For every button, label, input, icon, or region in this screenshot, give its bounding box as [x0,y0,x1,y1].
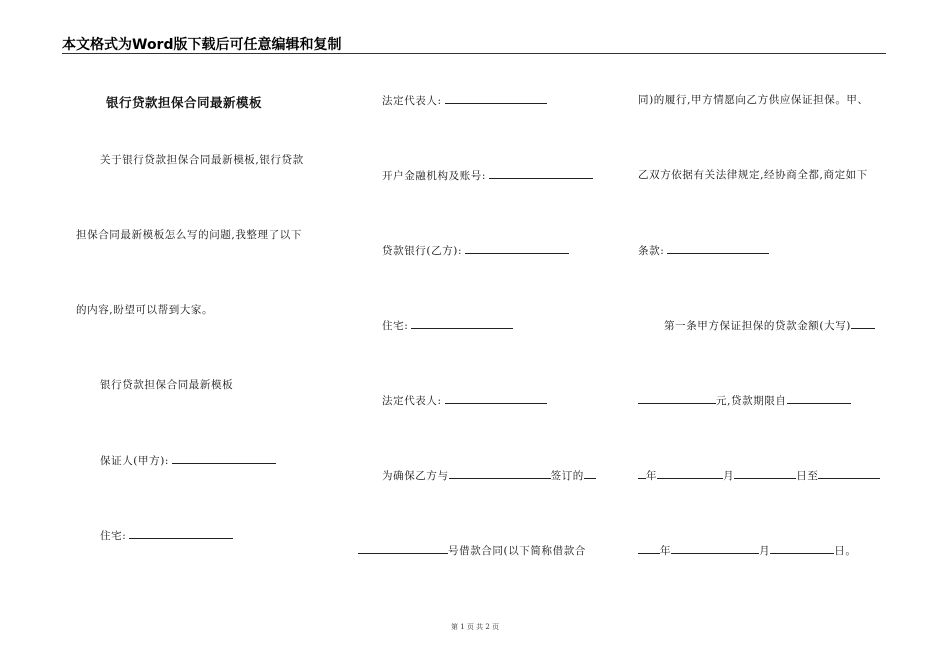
end-month-blank [671,543,759,554]
legal-rep-blank [445,93,547,104]
date-range-line [638,468,880,483]
lender-field [382,243,569,258]
lender-address-field [382,318,513,333]
lender-blank [465,243,569,254]
contract-suffix: 号借款合同(以下简称借款合 [448,545,586,557]
document-title: 银行贷款担保合同最新模板 [106,95,263,110]
lender-label: 贷款银行(乙方): [382,245,463,257]
ensure-party-blank [449,468,551,479]
contract-line [358,543,586,558]
legal-rep-label: 法定代表人: [382,95,442,107]
guarantor-address-label: 住宅: [100,530,127,542]
amount-line [638,393,851,408]
legal-rep2-label: 法定代表人: [382,395,442,407]
legal-rep2-blank [445,393,547,404]
guarantor-label: 保证人(甲方): [100,455,170,467]
lender-address-blank [411,318,513,329]
intro-line-2: 担保合同最新模板怎么写的问题,我整理了以下 [76,229,302,241]
bank-account-label: 开户金融机构及账号: [382,170,487,182]
lender-address-label: 住宅: [382,320,409,332]
bank-account-field [382,168,593,183]
month-2: 月 [759,545,771,557]
guarantor-field [100,453,276,468]
section-subtitle: 银行贷款担保合同最新模板 [100,379,234,391]
clause-line-2: 乙双方依据有关法律规定,经协商全都,商定如下 [638,169,868,181]
page-footer: 第 1 页 共 2 页 [450,623,500,631]
ensure-tail-blank [584,468,596,479]
bank-account-blank [489,168,593,179]
intro-line-3: 的内容,盼望可以帮到大家。 [76,304,214,316]
clause-terms-label: 条款: [638,245,665,257]
ensure-mid: 签订的 [550,470,584,482]
column-3 [638,0,890,672]
year-1-blank [657,468,723,479]
clause-terms-field [638,243,769,258]
end-year-blank [638,543,660,554]
ensure-prefix: 为确保乙方与 [382,470,449,482]
day-to: 日至 [796,470,819,482]
intro-line-1: 关于银行贷款担保合同最新模板,银行贷款 [100,154,304,166]
article-1-blank [851,318,875,329]
column-1 [76,0,326,672]
ensure-line [382,468,596,483]
day-to-blank [818,468,880,479]
clause-terms-blank [667,243,769,254]
document-header: 本文格式为Word版下载后可任意编辑和复制 [62,37,342,53]
amount-blank [638,393,716,404]
column-2 [358,0,608,672]
term-start-blank [787,393,851,404]
month-1: 月 [723,470,735,482]
clause-line-1: 同)的履行,甲方情愿向乙方供应保证担保。甲、 [638,94,869,106]
month-1-blank [734,468,796,479]
guarantor-address-blank [129,528,233,539]
end-day-blank [770,543,834,554]
year-1: 年 [646,470,658,482]
article-1-line [664,318,875,333]
end-date-line [638,543,856,558]
guarantor-address-field [100,528,233,543]
year-2: 年 [660,545,672,557]
guarantor-blank [172,453,276,464]
yuan-text: 元,贷款期限自 [716,395,787,407]
article-1-text: 第一条甲方保证担保的贷款金额(大写) [664,320,851,332]
year-blank-prefix [638,468,646,479]
legal-rep-field [382,93,547,108]
day-end: 日。 [834,545,857,557]
contract-number-blank [358,543,448,554]
legal-rep2-field [382,393,547,408]
